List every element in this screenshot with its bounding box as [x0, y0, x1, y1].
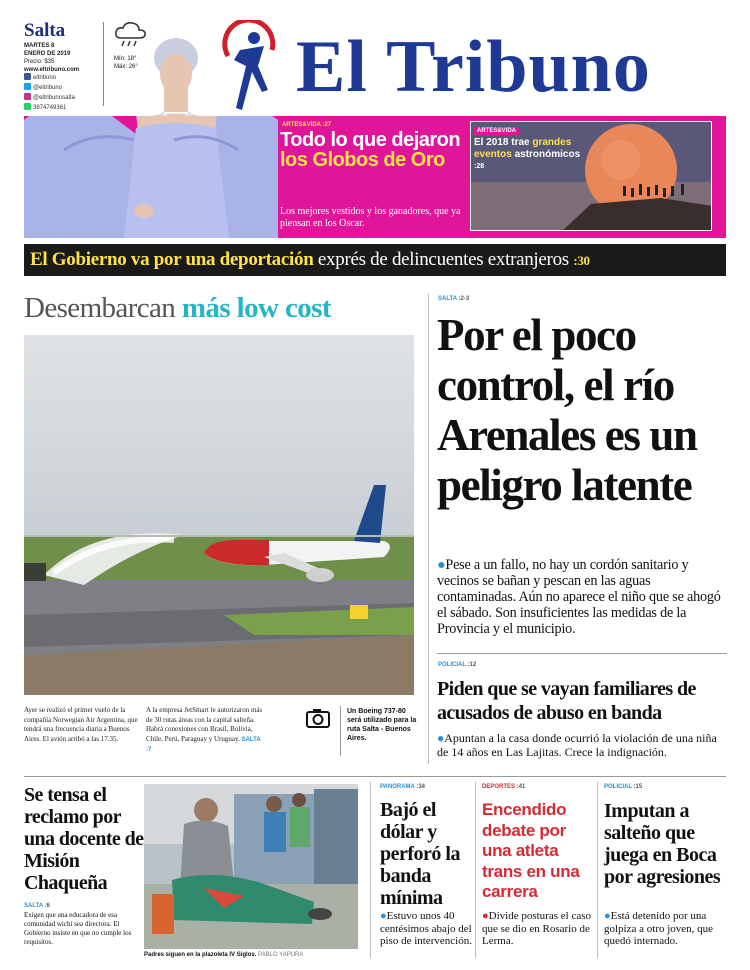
strip-bold: El Gobierno va por una deportación [30, 249, 314, 270]
strip-rest: exprés de delincuentes extranjeros [313, 249, 574, 270]
moon-headline[interactable]: El 2018 trae grandes eventos astronómicos :28 [474, 137, 581, 170]
date-line-2: ENERO DE 2019 [24, 51, 71, 57]
deportes-headline[interactable]: Encendido debate por una atleta trans en una carrera [482, 800, 580, 901]
camera-icon [306, 708, 330, 728]
strip-page: :30 [573, 253, 590, 268]
dolar-kicker: PANORAMA :34 [380, 784, 426, 790]
divider [475, 782, 476, 958]
divider [597, 782, 598, 958]
protest-photo[interactable] [144, 784, 358, 949]
caption-col-1: Ayer se realizó el primer vuelo de la compañía Norwegian Air Argentina, que tendrá una frecuencia diaria a Buenos Aires. El avión arribó a las 17.35. [24, 706, 138, 743]
plane-caption: Un Boeing 737-80 será utilizado para la ruta Salta - Buenos Aires. [347, 708, 417, 742]
edition-city: Salta [24, 20, 66, 41]
moon-kicker: ARTES&VIDA [474, 127, 519, 135]
lowcost-headline[interactable]: Desembarcan más low cost [24, 292, 331, 324]
deportes-kicker: DEPORTES :41 [482, 784, 526, 790]
main-deck: ●Pese a un fallo, no hay un cordón sanitario y vecinos se bañan y pescan en las aguas contaminadas. Aún no aparece el niño que se ahogó el sábado. Son insuficientes las medidas de la Provincia y el municipio. [437, 557, 721, 637]
caption-col-2: A la empresa JetSmart le autorizaron más de 30 rutas áreas con la capital salteña. Habrá conexiones con Brasil, Bolivia, Chile, Perú, Paraguay y Uruguay. SALTA :7 [146, 706, 263, 753]
main-kicker: SALTA :2-3 [438, 296, 470, 302]
chaquena-headline[interactable]: Se tensa el reclamo por una docente de Misión Chaqueña [24, 784, 144, 894]
newspaper-logo[interactable]: El Tribuno [296, 26, 651, 108]
policial-1-deck: ●Apuntan a la casa donde ocurrió la violación de una niña de 14 años en Las Lajitas. Crece la indignación. [437, 731, 717, 759]
banner-kicker: ARTES&VIDA :27 [282, 122, 332, 128]
protest-photo-caption: Padres siguen en la plazoleta IV Siglos. PABLO YAPURA [144, 952, 304, 958]
date-line-1: MARTES 8 [24, 43, 55, 49]
social-whatsapp[interactable]: 3874749361 [24, 103, 75, 113]
column-divider [428, 294, 429, 764]
policial-2-headline[interactable]: Imputan a salteño que juega en Boca por agresiones [604, 800, 721, 888]
social-facebook[interactable]: eltribuno [24, 73, 75, 83]
airplane-photo[interactable] [24, 335, 414, 695]
banner-subtitle: Los mejores vestidos y los ganadores, que ya piensan en los Oscar. [280, 206, 461, 229]
social-twitter[interactable]: @eltribuno [24, 83, 75, 93]
dolar-headline[interactable]: Bajó el dólar y perforó la banda mínima [380, 799, 460, 909]
headline-strip[interactable] [24, 244, 726, 276]
divider [24, 776, 726, 777]
policial-1-headline[interactable]: Piden que se vayan familiares de acusados de abuso en banda [437, 678, 696, 724]
logo-runner-icon [222, 20, 278, 112]
singer-photo-lower [24, 116, 278, 238]
banner-headline[interactable]: Todo lo que dejaron los Globos de Oro [280, 129, 461, 171]
divider [370, 782, 371, 958]
dolar-deck: ●Estuvo unos 40 centésimos abajo del piso de intervención. [380, 910, 472, 947]
price: Precio: $35 [24, 59, 55, 65]
temp-max: Máx: 26° [114, 64, 138, 70]
chaquena-kicker: SALTA :6 [24, 903, 50, 909]
divider [340, 706, 341, 756]
policial-2-deck: ●Está detenido por una golpiza a otro joven, que quedó internado. [604, 910, 714, 947]
divider [437, 653, 727, 654]
temp-min: Mín: 18° [114, 56, 137, 62]
policial-2-kicker: POLICIAL :15 [604, 784, 643, 790]
chaquena-deck: Exigen que una educadora de esa comunidad wichí sea directora. El Gobierno insiste en que no cumple los requisitos. [24, 911, 132, 946]
website[interactable]: www.eltribuno.com [24, 67, 80, 73]
social-instagram[interactable]: @eltribunosalta [24, 93, 75, 103]
policial-1-kicker: POLICIAL :12 [438, 662, 477, 668]
main-headline[interactable]: Por el poco control, el río Arenales es un peligro latente [437, 310, 697, 510]
deportes-deck: ●Divide posturas el caso que se dio en Rosario de Lerma. [482, 910, 591, 947]
